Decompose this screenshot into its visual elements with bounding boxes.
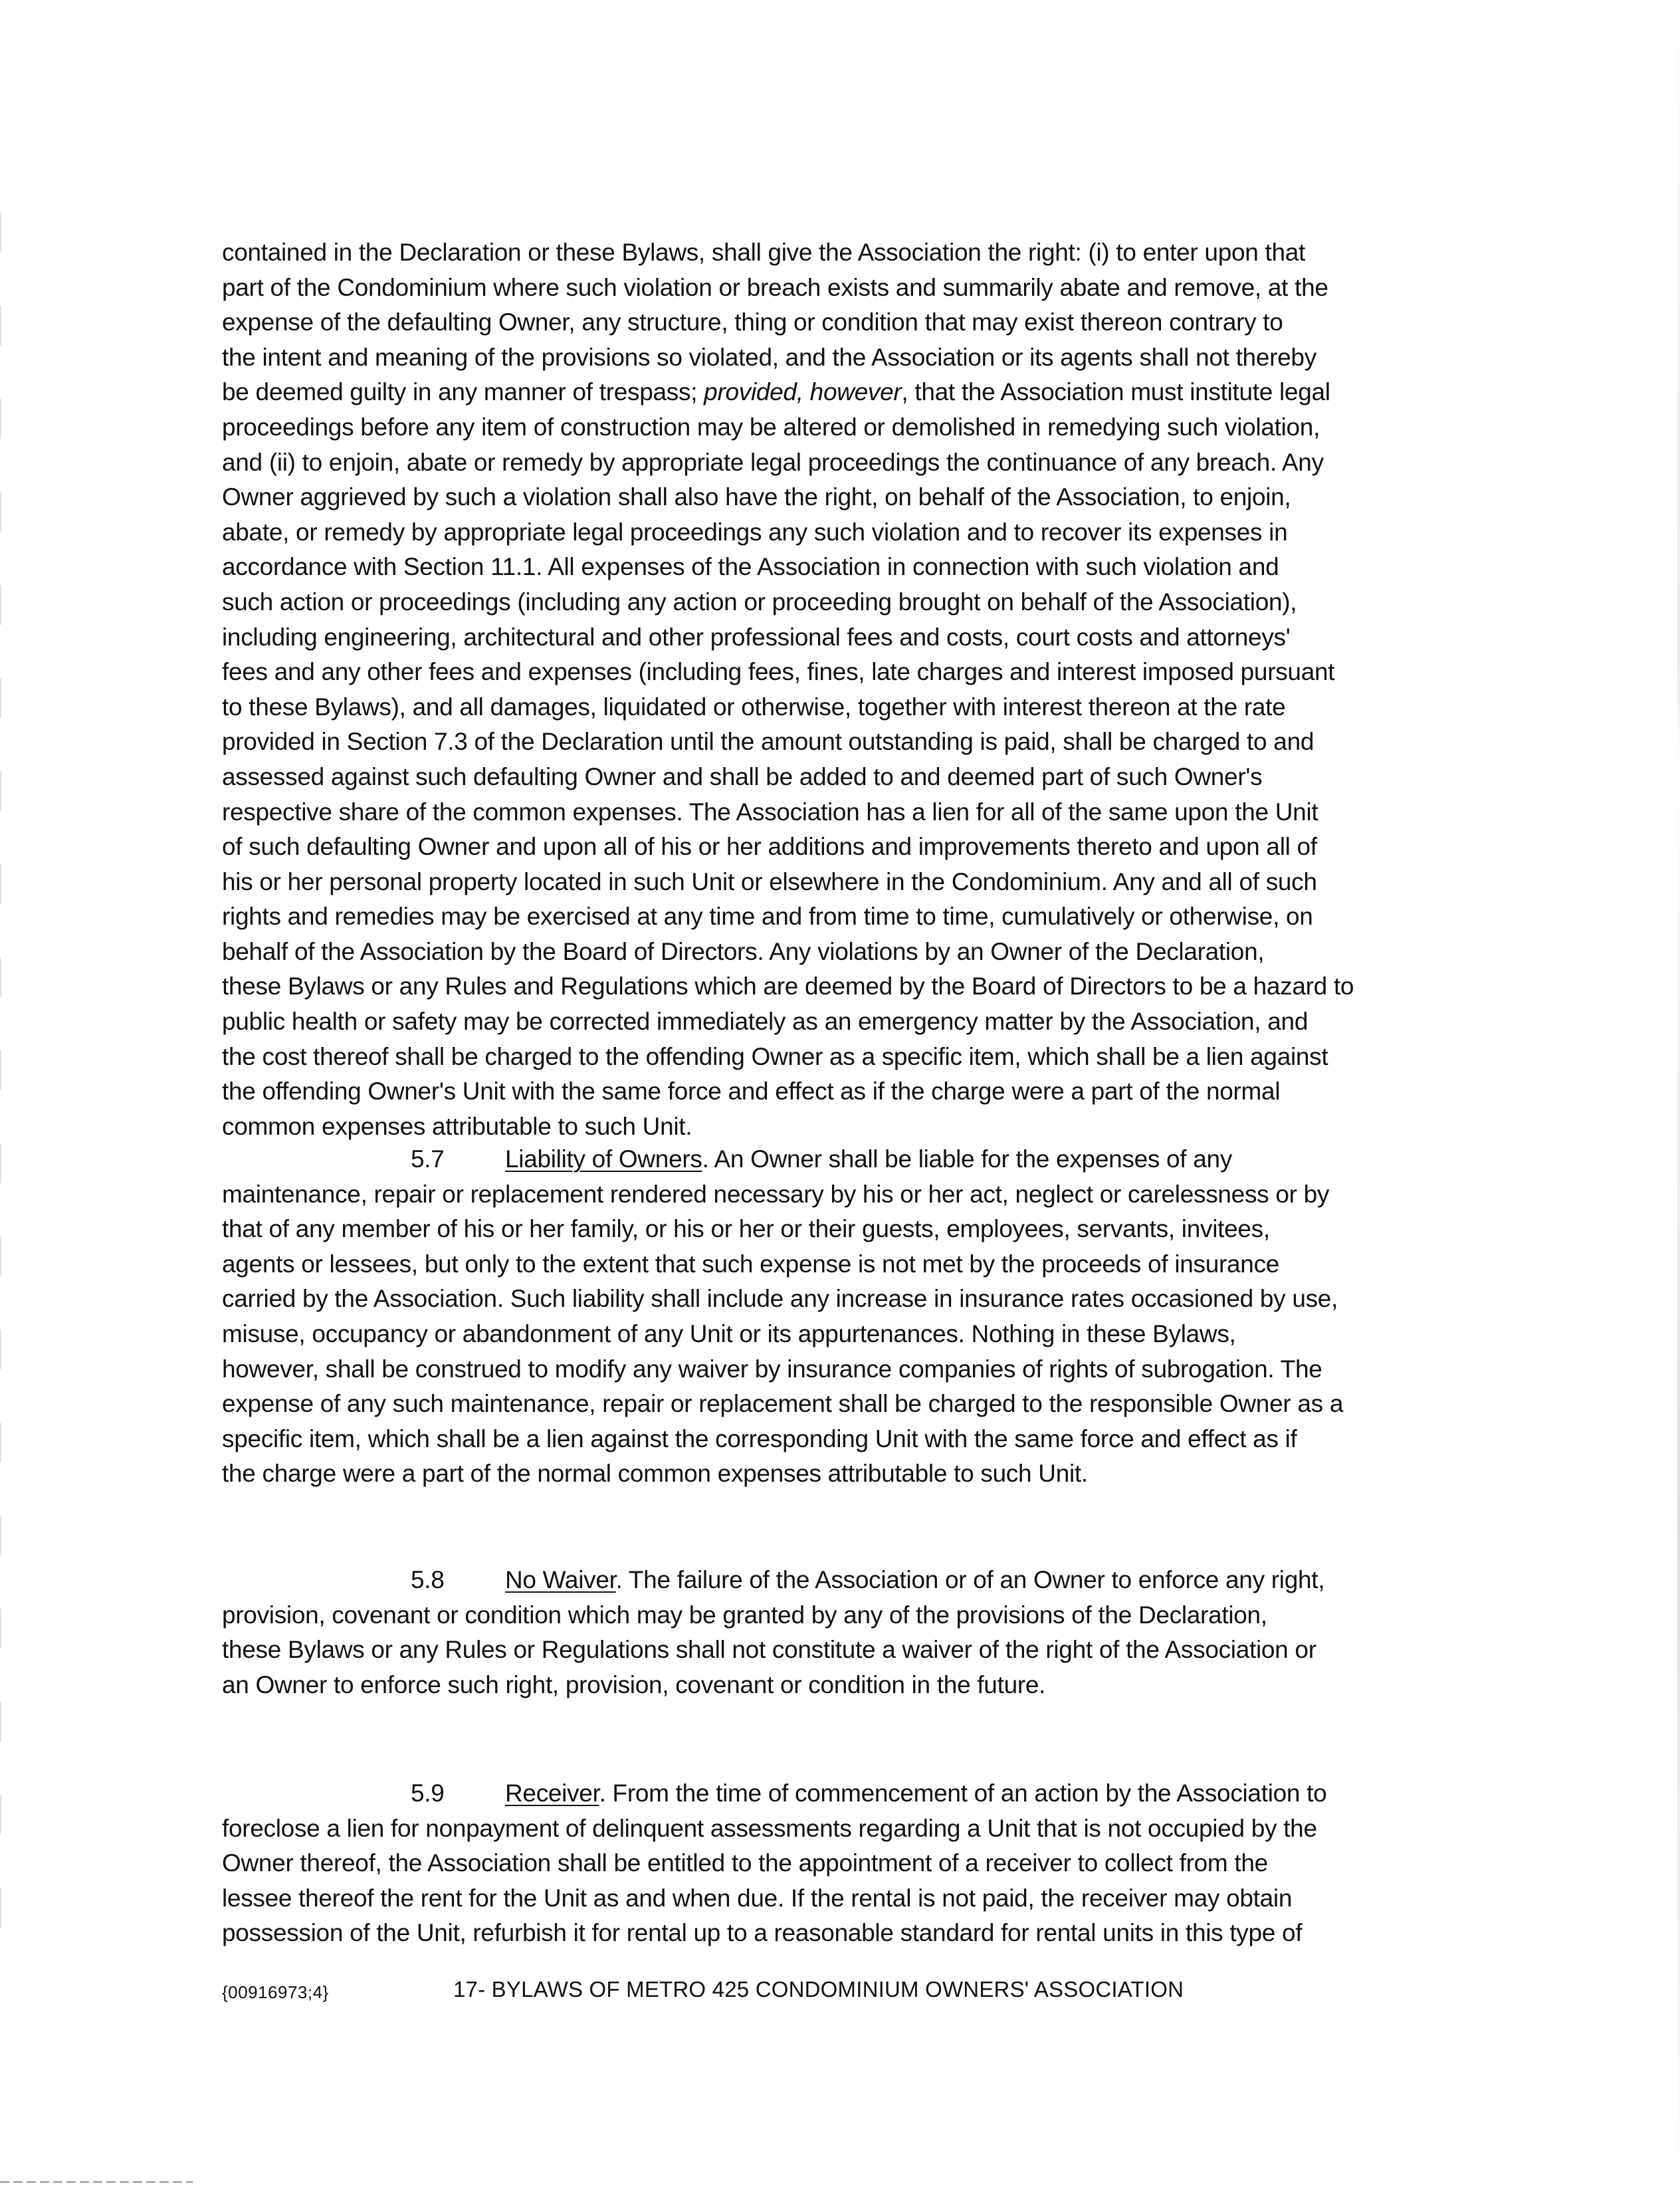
paragraph-line: carried by the Association. Such liability shall include any increase in insurance rates occasioned by use, <box>222 1285 1338 1313</box>
text-run: . From the time of commencement of an action by the Association to <box>599 1780 1327 1807</box>
section-number: 5.7 <box>411 1145 445 1173</box>
paragraph-line: specific item, which shall be a lien against the corresponding Unit with the same force and effect as if <box>222 1425 1297 1452</box>
paragraph-line: part of the Condominium where such violation or breach exists and summarily abate and remove, at the <box>222 273 1328 301</box>
paragraph-line: the offending Owner's Unit with the same force and effect as if the charge were a part of the normal <box>222 1078 1281 1105</box>
paragraph-line: however, shall be construed to modify any waiver by insurance companies of rights of subrogation. The <box>222 1355 1322 1383</box>
section-first-line <box>222 1776 1465 1811</box>
paragraph-line: provided in Section 7.3 of the Declaration until the amount outstanding is paid, shall be charged to and <box>222 728 1314 756</box>
text-run: , that the Association must institute legal <box>901 378 1330 406</box>
paragraph-line: the intent and meaning of the provisions so violated, and the Association or its agents shall not thereby <box>222 343 1316 371</box>
paragraph-line: accordance with Section 11.1. All expenses of the Association in connection with such violation and <box>222 553 1279 581</box>
section-title: Receiver <box>505 1780 599 1807</box>
footer-page-title: 17- BYLAWS OF METRO 425 CONDOMINIUM OWNERS' ASSOCIATION <box>453 1977 1184 2002</box>
paragraph-line: the cost thereof shall be charged to the offending Owner as a specific item, which shall be a lien against <box>222 1042 1328 1070</box>
section-number: 5.8 <box>411 1566 445 1593</box>
paragraph-line: proceedings before any item of construction may be altered or demolished in remedying such violation, <box>222 413 1320 441</box>
paragraph-line: agents or lessees, but only to the extent that such expense is not met by the proceeds of insurance <box>222 1250 1280 1278</box>
section-5-7 <box>222 1142 1465 1492</box>
paragraph-line: to these Bylaws), and all damages, liquidated or otherwise, together with interest thereon at the rate <box>222 693 1286 721</box>
paragraph-line: of such defaulting Owner and upon all of his or her additions and improvements thereto and upon all of <box>222 833 1317 861</box>
paragraph-line: maintenance, repair or replacement rendered necessary by his or her act, neglect or carelessness or by <box>222 1180 1330 1208</box>
paragraph-line: provision, covenant or condition which may be granted by any of the provisions of the Declaration, <box>222 1601 1267 1629</box>
text-run: . The failure of the Association or of an Owner to enforce any right, <box>615 1566 1325 1593</box>
paragraph-line: foreclose a lien for nonpayment of delinquent assessments regarding a Unit that is not occupied by the <box>222 1814 1317 1842</box>
paragraph-line: assessed against such defaulting Owner and shall be added to and deemed part of such Owner's <box>222 762 1263 790</box>
section-title: No Waiver <box>505 1566 616 1593</box>
paragraph-line: behalf of the Association by the Board of Directors. Any violations by an Owner of the Declaration, <box>222 937 1265 965</box>
paragraph-line: respective share of the common expenses. The Association has a lien for all of the same upon the Unit <box>222 798 1318 826</box>
text-run: . An Owner shall be liable for the expenses of any <box>702 1145 1233 1173</box>
paragraph-line: such action or proceedings (including any action or proceeding brought on behalf of the Association), <box>222 588 1297 616</box>
paragraph-line: his or her personal property located in such Unit or elsewhere in the Condominium. Any and all of such <box>222 867 1317 895</box>
text-run: be deemed guilty in any manner of trespass; <box>222 378 704 406</box>
paragraph-line: common expenses attributable to such Unit. <box>222 1112 692 1140</box>
section-number: 5.9 <box>411 1780 445 1807</box>
paragraph-line: these Bylaws or any Rules and Regulations which are deemed by the Board of Directors to be a hazard to <box>222 973 1354 1000</box>
footer-document-id: {00916973;4} <box>222 1982 329 2002</box>
paragraph-line: rights and remedies may be exercised at any time and from time to time, cumulatively or otherwise, on <box>222 903 1313 931</box>
paragraph-line: Owner aggrieved by such a violation shall also have the right, on behalf of the Association, to enjoin, <box>222 483 1291 511</box>
paragraph-line: expense of the defaulting Owner, any structure, thing or condition that may exist thereon contrary to <box>222 308 1283 336</box>
section-5-9 <box>222 1776 1465 1951</box>
scan-edge-artifact <box>1677 0 1680 2187</box>
emphasis-text: provided, however <box>704 378 902 406</box>
paragraph-line: misuse, occupancy or abandonment of any Unit or its appurtenances. Nothing in these Bylaws, <box>222 1320 1236 1347</box>
paragraph-line: and (ii) to enjoin, abate or remedy by appropriate legal proceedings the continuance of any breach. Any <box>222 448 1324 476</box>
paragraph-line: including engineering, architectural and other professional fees and costs, court costs and attorneys' <box>222 623 1291 651</box>
scan-left-artifact <box>0 213 1 1941</box>
scan-bottom-artifact <box>0 2181 193 2183</box>
paragraph-line: abate, or remedy by appropriate legal proceedings any such violation and to recover its expenses in <box>222 518 1288 546</box>
paragraph-line: these Bylaws or any Rules or Regulations shall not constitute a waiver of the right of the Association or <box>222 1636 1316 1664</box>
paragraph-line: an Owner to enforce such right, provision, covenant or condition in the future. <box>222 1670 1046 1698</box>
paragraph-line: public health or safety may be corrected immediately as an emergency matter by the Association, and <box>222 1008 1309 1036</box>
paragraph-line: lessee thereof the rent for the Unit as and when due. If the rental is not paid, the receiver may obtain <box>222 1884 1293 1912</box>
section-title: Liability of Owners <box>505 1145 702 1173</box>
section-first-line <box>222 1563 1465 1598</box>
section-5-8 <box>222 1563 1465 1702</box>
paragraph-line: the charge were a part of the normal common expenses attributable to such Unit. <box>222 1460 1088 1488</box>
page-footer <box>0 1977 1680 2010</box>
continuation-paragraph <box>222 235 1465 1144</box>
paragraph-line: contained in the Declaration or these Bylaws, shall give the Association the right: (i) to enter upon that <box>222 239 1306 266</box>
paragraph-line: possession of the Unit, refurbish it for rental up to a reasonable standard for rental units in this type of <box>222 1919 1303 1947</box>
paragraph-line: that of any member of his or her family, or his or her or their guests, employees, servants, invitees, <box>222 1215 1270 1243</box>
paragraph-line: expense of any such maintenance, repair or replacement shall be charged to the responsible Owner as a <box>222 1390 1344 1418</box>
section-first-line <box>222 1142 1465 1177</box>
paragraph-line: Owner thereof, the Association shall be entitled to the appointment of a receiver to collect from the <box>222 1849 1268 1877</box>
paragraph-line-trespass <box>222 375 1465 410</box>
paragraph-line: fees and any other fees and expenses (including fees, fines, late charges and interest imposed pursuant <box>222 658 1335 686</box>
